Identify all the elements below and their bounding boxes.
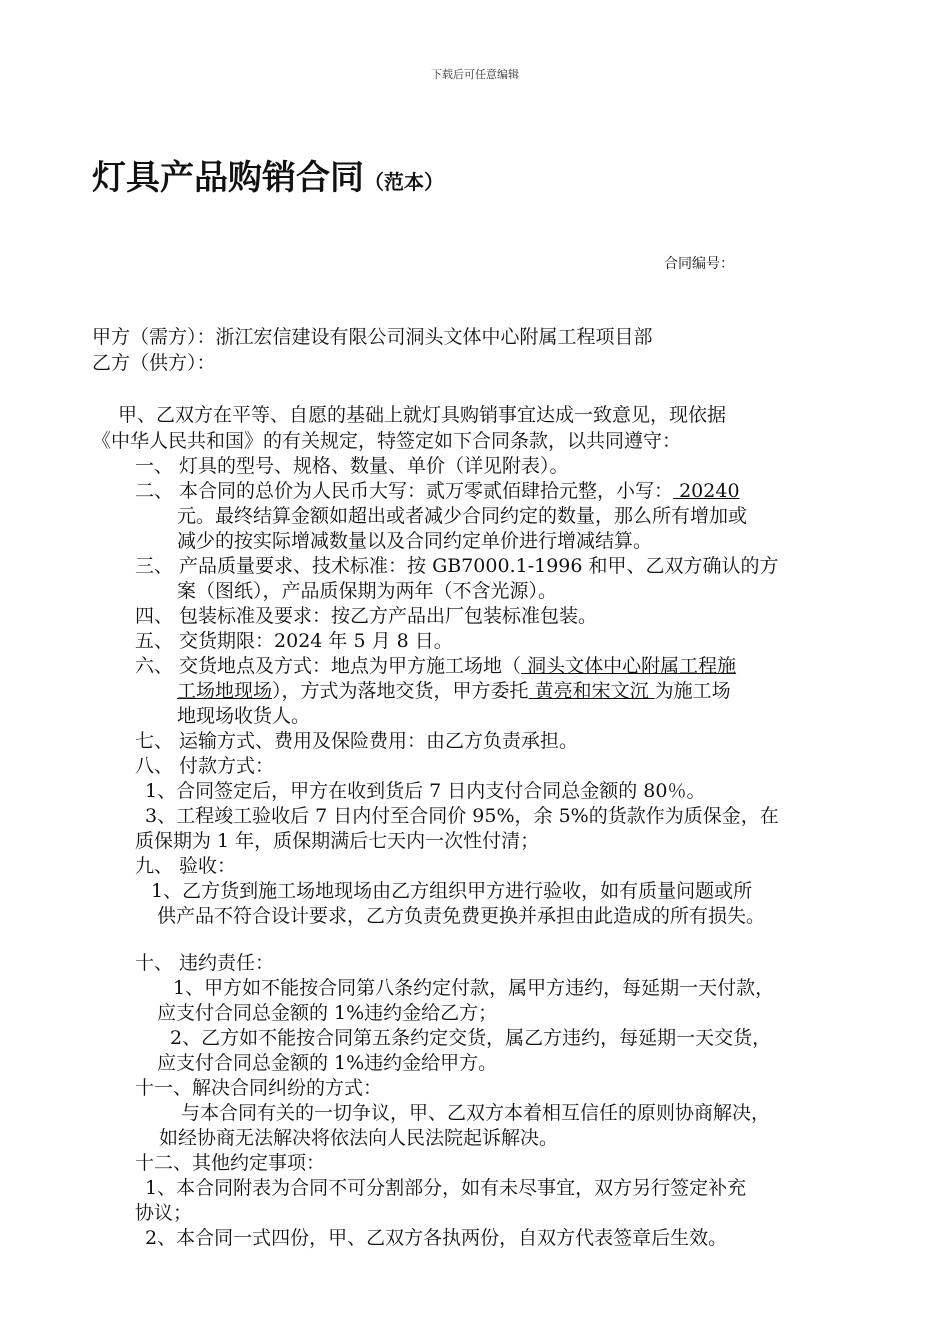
clause-11: 十一、解决合同纠纷的方式： [135, 1077, 383, 1099]
clause-8-item-3-line-1: 3、工程竣工验收后 7 日内付至合同价 95%，余 5%的货款作为质保金，在 [145, 805, 779, 827]
clause-12: 十二、其他约定事项： [135, 1152, 326, 1174]
clause-2-text: 二、 本合同的总价为人民币大写：贰万零贰佰肆拾元整，小写： [135, 480, 674, 502]
clause-9-item-1-line-1: 1、乙方货到施工场地现场由乙方组织甲方进行验收，如有质量问题或所 [151, 880, 753, 902]
clause-6-receivers: 黄亮和宋文沉 [528, 680, 655, 702]
document-title [92, 150, 444, 199]
party-b: 乙方（供方）： [92, 352, 216, 374]
clause-3-line-1: 三、 产品质量要求、技术标准：按 GB7000.1-1996 和甲、乙双方确认的方 [135, 555, 779, 577]
clause-4: 四、 包装标准及要求：按乙方产品出厂包装标准包装。 [135, 605, 598, 627]
clause-3-line-2: 案（图纸），产品质保期为两年（不含光源）。 [177, 580, 558, 602]
clause-2-line-3: 减少的按实际增减数量以及合同约定单价进行增减结算。 [177, 530, 653, 552]
clause-2-amount: 20240 [673, 480, 740, 502]
clause-10-item-1-line-2: 应支付合同总金额的 1%违约金给乙方； [157, 1002, 498, 1024]
clause-10-item-2-line-2: 应支付合同总金额的 1%违约金给甲方。 [157, 1052, 498, 1074]
clause-6-line-3: 地现场收货人。 [177, 705, 311, 727]
clause-8: 八、 付款方式： [135, 755, 275, 777]
intro-line-1: 甲、乙双方在平等、自愿的基础上就灯具购销事宜达成一致意见，现依据 [118, 404, 727, 426]
clause-10-item-2-line-1: 2、乙方如不能按合同第五条约定交货，属乙方违约，每延期一天交货， [170, 1027, 772, 1049]
title-sub: （范本） [364, 170, 444, 194]
clause-6-post: 为施工场 [654, 680, 731, 702]
clause-2-line-1 [135, 476, 740, 503]
clause-6-text: 六、 交货地点及方式：地点为甲方施工场地（ [135, 655, 522, 677]
clause-6-location-cont: 工场地现场 [177, 680, 273, 702]
clause-12-item-1-line-1: 1、本合同附表为合同不可分割部分，如有未尽事宜，双方另行签定补充 [145, 1177, 747, 1199]
clause-6-location: 洞头文体中心附属工程施 [521, 655, 737, 677]
clause-9-item-1-line-2: 供产品不符合设计要求，乙方负责免费更换并承担由此造成的所有损失。 [157, 905, 766, 927]
clause-8-item-3-line-2: 质保期为 1 年，质保期满后七天内一次性付清； [135, 830, 540, 852]
clause-1: 一、 灯具的型号、规格、数量、单价（详见附表）。 [135, 455, 569, 477]
clause-11-line-2: 如经协商无法解决将依法向人民法院起诉解决。 [159, 1127, 559, 1149]
intro-line-2: 《中华人民共和国》的有关规定，特签定如下合同条款，以共同遵守： [92, 430, 682, 452]
clause-6-line-2 [177, 676, 731, 703]
clause-12-item-2: 2、本合同一式四份，甲、乙双方各执两份，自双方代表签章后生效。 [145, 1227, 728, 1249]
clause-7: 七、 运输方式、费用及保险费用：由乙方负责承担。 [135, 730, 579, 752]
clause-12-item-1-line-2: 协议； [135, 1202, 193, 1224]
party-a: 甲方（需方）：浙江宏信建设有限公司洞头文体中心附属工程项目部 [92, 326, 653, 348]
clause-5: 五、 交货期限：2024 年 5 月 8 日。 [135, 630, 453, 652]
clause-6-mid: ），方式为落地交货，甲方委托 [272, 680, 529, 702]
clause-9: 九、 验收： [135, 855, 237, 877]
clause-8-item-1: 1、合同签定后，甲方在收到货后 7 日内支付合同总金额的 80％。 [145, 780, 706, 802]
title-main: 灯具产品购销合同 [92, 158, 364, 198]
clause-10-item-1-line-1: 1、甲方如不能按合同第八条约定付款，属甲方违约，每延期一天付款， [173, 977, 775, 999]
clause-6-line-1 [135, 651, 736, 678]
clause-11-line-1: 与本合同有关的一切争议，甲、乙双方本着相互信任的原则协商解决， [181, 1102, 771, 1124]
contract-number-label: 合同编号： [664, 256, 734, 272]
clause-10: 十、 违约责任： [135, 952, 275, 974]
page-header: 下载后可任意编辑 [431, 68, 519, 81]
clause-2-line-2: 元。最终结算金额如超出或者减少合同约定的数量，那么所有增加或 [177, 505, 748, 527]
